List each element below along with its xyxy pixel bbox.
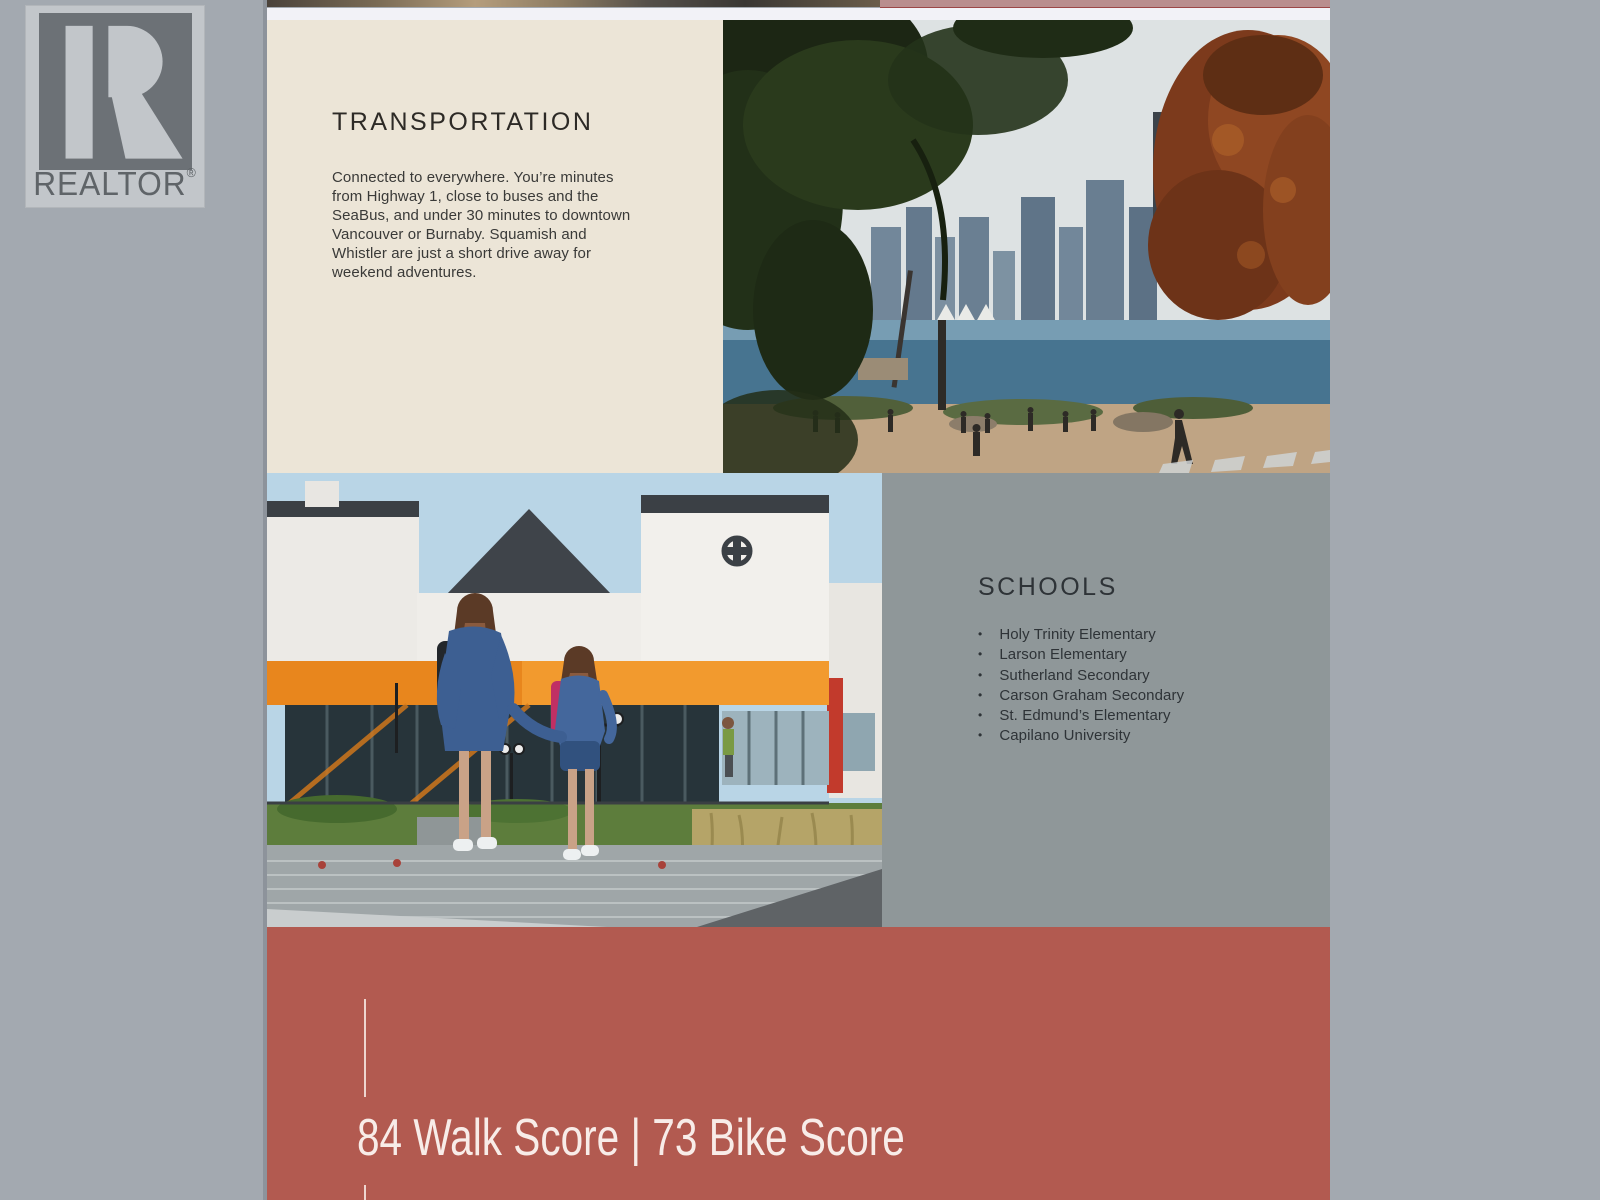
transportation-body: Connected to everywhere. You’re minutes from Highway 1, close to buses and the SeaBus, and under 30 minutes to downtown Vancouver or Burnaby. Squamish and Whistler are just a short drive away for weekend adventures. xyxy=(332,169,631,281)
transportation-title: TRANSPORTATION xyxy=(332,108,594,136)
realtor-logo-text xyxy=(30,165,201,203)
registered-mark: ® xyxy=(186,165,197,180)
school-list-item: • Carson Graham Secondary xyxy=(978,686,1184,706)
school-list-item: • St. Edmund’s Elementary xyxy=(978,706,1184,726)
walk-bike-score-section xyxy=(267,927,1330,1200)
previous-section-photo-sliver xyxy=(267,0,880,7)
school-list-item: • Holy Trinity Elementary xyxy=(978,625,1184,645)
school-list-item: • Larson Elementary xyxy=(978,645,1184,665)
transportation-section xyxy=(267,20,723,473)
schools-title: SCHOOLS xyxy=(978,573,1118,601)
realtor-r-icon xyxy=(39,13,192,170)
score-divider-line-top xyxy=(364,999,366,1097)
waterfront-skyline-photo xyxy=(723,20,1330,473)
school-list-item: • Capilano University xyxy=(978,726,1184,746)
score-divider-line-bottom xyxy=(364,1185,366,1200)
walk-bike-score-text: 84 Walk Score | 73 Bike Score xyxy=(357,1109,905,1167)
schools-section xyxy=(882,473,1330,927)
realtor-word: REALTOR xyxy=(33,165,187,202)
schools-list xyxy=(978,625,1184,747)
section-gap-band xyxy=(267,8,1330,20)
school-list-item: • Sutherland Secondary xyxy=(978,666,1184,686)
school-children-photo xyxy=(267,473,882,927)
realtor-logo xyxy=(25,5,205,208)
